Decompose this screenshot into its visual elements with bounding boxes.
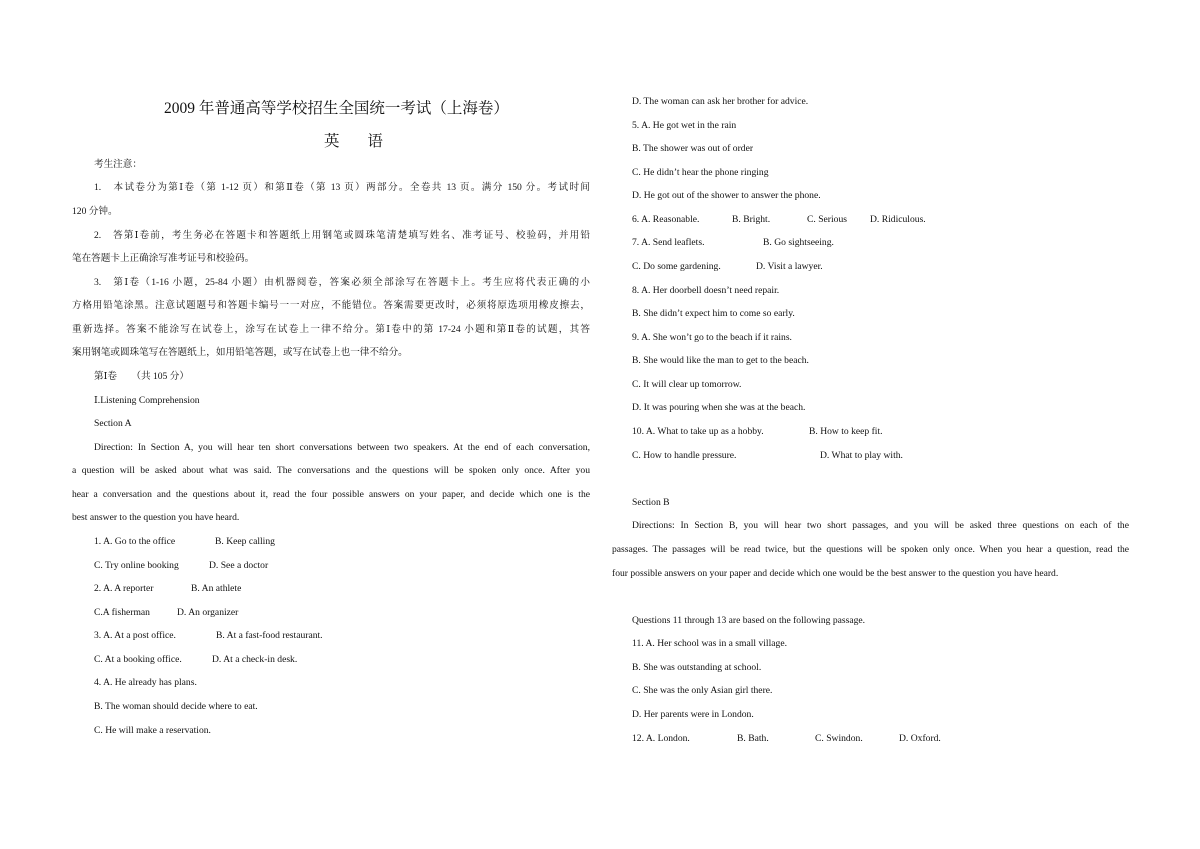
- direction-b-line-3: four possible answers on your paper and decide which one would be the best answer to the question you have heard.: [612, 568, 1059, 579]
- q11-option-c: C. She was the only Asian girl there.: [632, 685, 773, 696]
- q6-option-b: B. Bright.: [732, 214, 771, 225]
- direction-a-line-1: Direction: In Section A, you will hear ten short conversations between two speakers. At the end of each conversation,: [94, 442, 590, 453]
- q4-option-a: 4. A. He already has plans.: [94, 677, 197, 688]
- q4-option-b: B. The woman should decide where to eat.: [94, 701, 258, 712]
- direction-a-line-4: best answer to the question you have heard.: [72, 512, 240, 523]
- q10-option-d: D. What to play with.: [820, 450, 903, 461]
- notice-item-2-cont: 笔在答题卡上正确涂写准考证号和校验码。: [72, 253, 255, 264]
- q12-option-a: 12. A. London.: [632, 733, 690, 744]
- q3-option-c: C. At a booking office.: [94, 654, 182, 665]
- q11-option-a: 11. A. Her school was in a small village.: [632, 638, 787, 649]
- section-a-heading: Section A: [94, 418, 132, 429]
- notice-item-3-cont-2: 重新选择。答案不能涂写在试卷上，涂写在试卷上一律不给分。第Ⅰ卷中的第 17-24 小题和第Ⅱ卷的试题，其答: [72, 324, 590, 335]
- part1-heading: 第Ⅰ卷 （共 105 分）: [94, 371, 189, 382]
- q12-option-d: D. Oxford.: [899, 733, 941, 744]
- q9-option-c: C. It will clear up tomorrow.: [632, 379, 742, 390]
- q3-option-d: D. At a check-in desk.: [212, 654, 298, 665]
- q6-option-d: D. Ridiculous.: [870, 214, 926, 225]
- q2-option-a: 2. A. A reporter: [94, 583, 154, 594]
- q11-option-d: D. Her parents were in London.: [632, 709, 754, 720]
- q2-option-d: D. An organizer: [177, 607, 239, 618]
- direction-a-line-3: hear a conversation and the questions about it, read the four possible answers on your paper, and decide which one is the: [72, 489, 590, 500]
- listening-heading: Ⅰ.Listening Comprehension: [94, 395, 200, 406]
- q5-option-b: B. The shower was out of order: [632, 143, 754, 154]
- q6-option-a: 6. A. Reasonable.: [632, 214, 700, 225]
- q7-option-a: 7. A. Send leaflets.: [632, 237, 705, 248]
- passage-intro: Questions 11 through 13 are based on the following passage.: [632, 615, 866, 626]
- q3-option-a: 3. A. At a post office.: [94, 630, 176, 641]
- q1-option-d: D. See a doctor: [209, 560, 269, 571]
- q10-option-b: B. How to keep fit.: [809, 426, 883, 437]
- q8-option-b: B. She didn’t expect him to come so early.: [632, 308, 795, 319]
- q7-option-b: B. Go sightseeing.: [763, 237, 834, 248]
- direction-b-line-2: passages. The passages will be read twice, but the questions will be spoken only once. When you hear a question, read the: [612, 544, 1129, 555]
- q8-option-a: 8. A. Her doorbell doesn’t need repair.: [632, 285, 780, 296]
- q11-option-b: B. She was outstanding at school.: [632, 662, 762, 673]
- subject-title: 英 语: [324, 133, 395, 150]
- q1-option-b: B. Keep calling: [215, 536, 275, 547]
- notice-item-1-cont: 120 分钟。: [72, 206, 118, 217]
- q9-option-d: D. It was pouring when she was at the beach.: [632, 402, 806, 413]
- notice-heading: 考生注意：: [94, 159, 142, 170]
- notice-item-1: 1. 本试卷分为第Ⅰ卷（第 1-12 页）和第Ⅱ卷（第 13 页）两部分。全卷共 13 页。满分 150 分。考试时间: [94, 182, 590, 193]
- q10-option-a: 10. A. What to take up as a hobby.: [632, 426, 764, 437]
- direction-b-line-1: Directions: In Section B, you will hear two short passages, and you will be asked three questions on each of the: [632, 520, 1129, 531]
- q4-option-c: C. He will make a reservation.: [94, 725, 211, 736]
- q6-option-c: C. Serious: [807, 214, 847, 225]
- direction-a-line-2: a question will be asked about what was said. The conversations and the questions will be spoken only once. After you: [72, 465, 590, 476]
- q1-option-a: 1. A. Go to the office: [94, 536, 176, 547]
- q2-option-c: C.A fisherman: [94, 607, 150, 618]
- q5-option-c: C. He didn’t hear the phone ringing: [632, 167, 769, 178]
- q9-option-a: 9. A. She won’t go to the beach if it rains.: [632, 332, 792, 343]
- exam-title: 2009 年普通高等学校招生全国统一考试（上海卷）: [164, 100, 509, 117]
- q5-option-a: 5. A. He got wet in the rain: [632, 120, 737, 131]
- q10-option-c: C. How to handle pressure.: [632, 450, 737, 461]
- notice-item-3-cont-3: 案用钢笔或圆珠笔写在答题纸上，如用铅笔答题，或写在试卷上也一律不给分。: [72, 347, 408, 358]
- q7-option-c: C. Do some gardening.: [632, 261, 721, 272]
- q4-option-d: D. The woman can ask her brother for advice.: [632, 96, 809, 107]
- q7-option-d: D. Visit a lawyer.: [756, 261, 823, 272]
- q5-option-d: D. He got out of the shower to answer the phone.: [632, 190, 821, 201]
- q12-option-c: C. Swindon.: [815, 733, 863, 744]
- q12-option-b: B. Bath.: [737, 733, 769, 744]
- notice-item-3-cont-1: 方格用铅笔涂黑。注意试题题号和答题卡编号一一对应，不能错位。答案需要更改时，必须将原选项用橡皮擦去，: [72, 300, 590, 311]
- q9-option-b: B. She would like the man to get to the beach.: [632, 355, 809, 366]
- q2-option-b: B. An athlete: [191, 583, 242, 594]
- q3-option-b: B. At a fast-food restaurant.: [216, 630, 323, 641]
- q1-option-c: C. Try online booking: [94, 560, 179, 571]
- notice-item-3: 3. 第Ⅰ卷（1-16 小题，25-84 小题）由机器阅卷，答案必须全部涂写在答题卡上。考生应将代表正确的小: [94, 277, 590, 288]
- notice-item-2: 2. 答第Ⅰ卷前，考生务必在答题卡和答题纸上用钢笔或圆珠笔清楚填写姓名、准考证号、校验码，并用铅: [94, 230, 590, 241]
- section-b-heading: Section B: [632, 497, 670, 508]
